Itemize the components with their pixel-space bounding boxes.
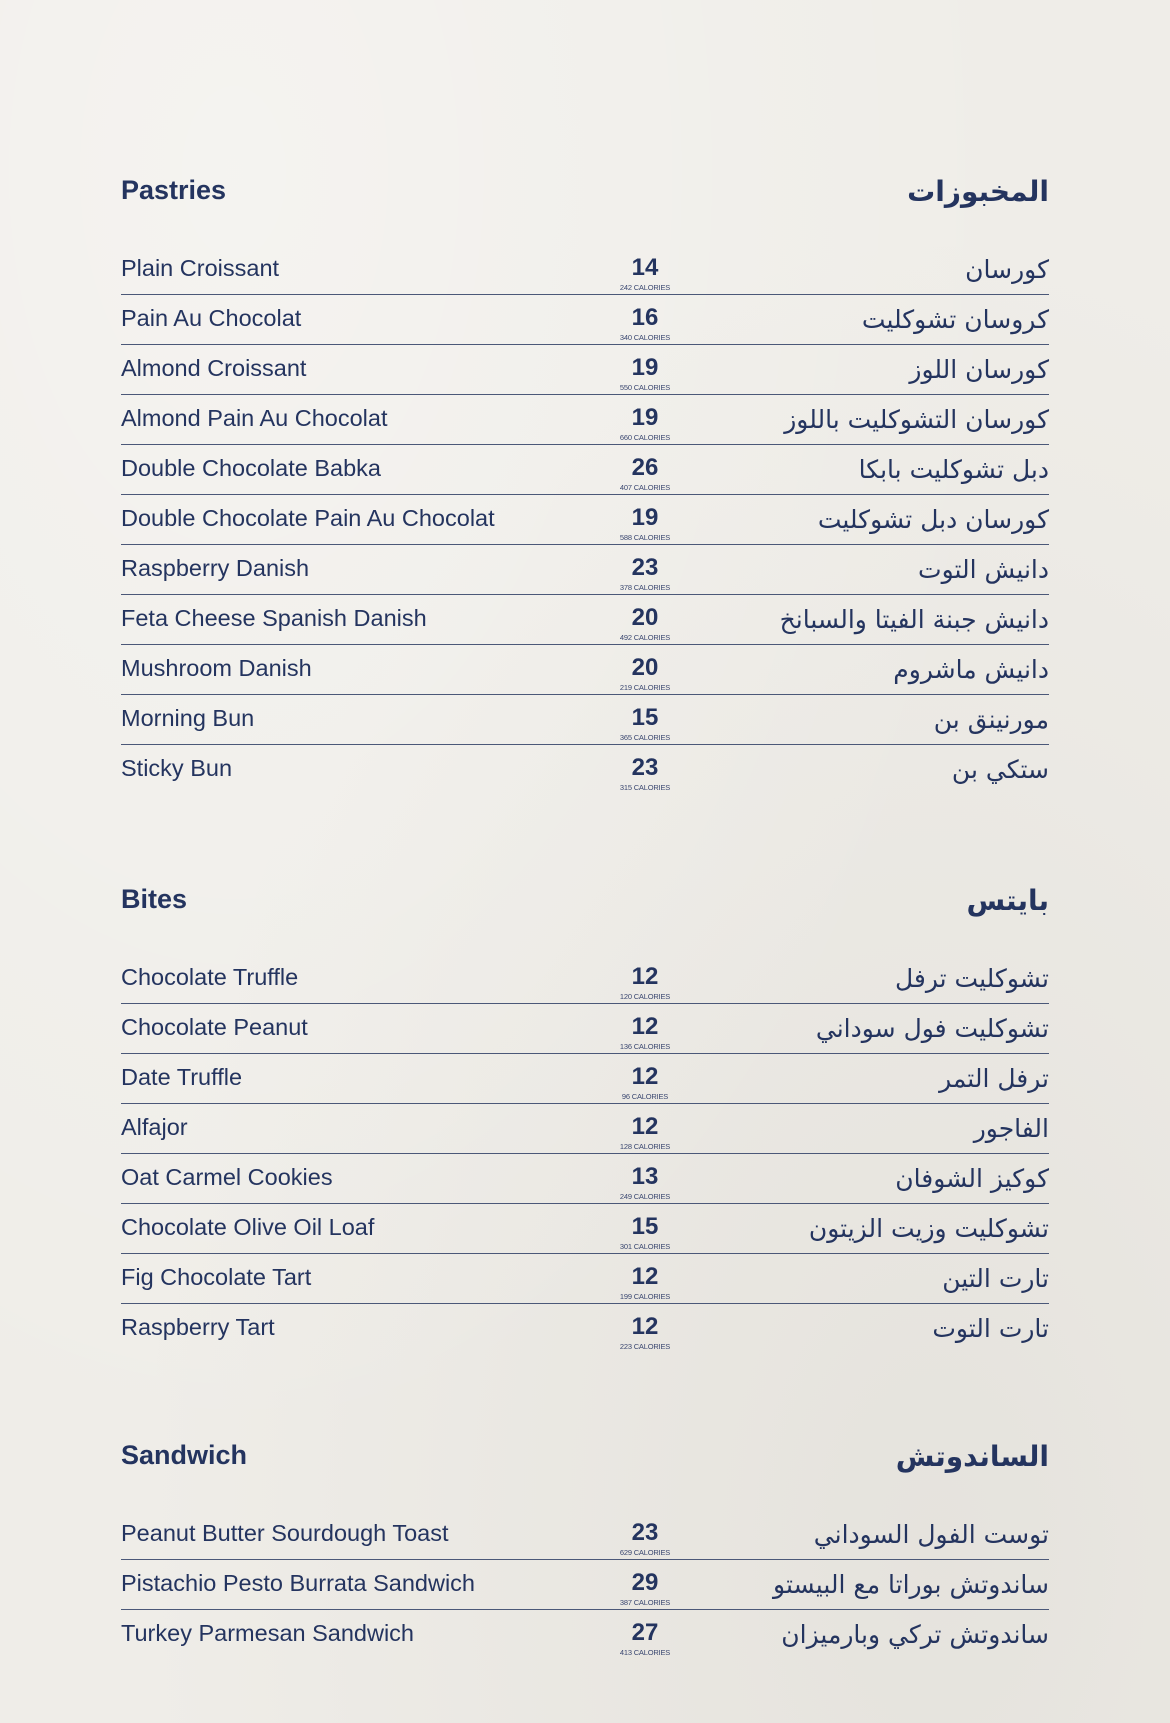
item-price: 20 [631, 604, 659, 631]
item-calories: 413 CALORIES [619, 1648, 671, 1657]
item-calories: 219 CALORIES [619, 683, 671, 692]
item-price: 14 [631, 254, 659, 281]
item-name-en: Fig Chocolate Tart [121, 1264, 312, 1290]
menu-item-row [121, 595, 1049, 645]
item-price: 26 [631, 454, 659, 481]
item-price: 23 [631, 554, 659, 581]
menu-item-row [121, 1054, 1049, 1104]
menu-item-row [121, 1610, 1049, 1660]
menu-item-row [121, 545, 1049, 595]
item-name-ar: كوكيز الشوفان [895, 1164, 1049, 1193]
item-name-en: Oat Carmel Cookies [121, 1164, 333, 1190]
menu-item-row [121, 445, 1049, 495]
item-name-en: Feta Cheese Spanish Danish [121, 605, 427, 631]
menu-item-row [121, 395, 1049, 445]
item-name-en: Peanut Butter Sourdough Toast [121, 1520, 449, 1546]
menu-item-row [121, 745, 1049, 795]
section-header [121, 884, 1049, 924]
item-name-en: Pain Au Chocolat [121, 305, 302, 331]
item-name-ar: ترفل التمر [939, 1064, 1049, 1093]
item-calories: 387 CALORIES [619, 1598, 671, 1607]
item-price: 12 [631, 1063, 659, 1090]
item-calories: 492 CALORIES [619, 633, 671, 642]
section-title-ar: الساندوتش [895, 1440, 1049, 1473]
menu-item-row [121, 1004, 1049, 1054]
item-calories: 588 CALORIES [619, 533, 671, 542]
item-name-en: Double Chocolate Babka [121, 455, 381, 481]
item-price: 19 [631, 404, 659, 431]
menu-item-row [121, 1510, 1049, 1560]
item-calories: 660 CALORIES [619, 433, 671, 442]
menu-item-row [121, 1104, 1049, 1154]
section-header [121, 175, 1049, 215]
item-name-ar: تشوكليت ترفل [894, 964, 1049, 993]
item-price: 15 [631, 1213, 659, 1240]
item-name-en: Date Truffle [121, 1064, 243, 1090]
section-sandwich [121, 1440, 1049, 1657]
section-title-ar: بايتس [966, 884, 1049, 917]
item-price: 12 [631, 1263, 659, 1290]
item-calories: 301 CALORIES [619, 1242, 671, 1251]
item-name-en: Turkey Parmesan Sandwich [121, 1620, 415, 1646]
item-name-ar: دانيش ماشروم [893, 655, 1049, 684]
item-calories: 136 CALORIES [619, 1042, 671, 1051]
item-price: 12 [631, 1113, 659, 1140]
item-name-en: Almond Pain Au Chocolat [121, 405, 388, 431]
item-name-ar: مورنينق بن [933, 705, 1049, 734]
item-calories: 315 CALORIES [619, 783, 671, 792]
section-title-en: Pastries [121, 175, 227, 205]
item-price: 19 [631, 504, 659, 531]
item-price: 13 [631, 1163, 659, 1190]
item-name-en: Almond Croissant [121, 355, 307, 381]
item-price: 12 [631, 1313, 659, 1340]
item-calories: 96 CALORIES [621, 1092, 669, 1101]
item-calories: 365 CALORIES [619, 733, 671, 742]
section-pastries [121, 175, 1049, 792]
item-price: 23 [631, 1519, 659, 1546]
section-bites [121, 884, 1049, 1351]
menu-item-row [121, 1204, 1049, 1254]
menu-item-row [121, 345, 1049, 395]
item-name-en: Chocolate Olive Oil Loaf [121, 1214, 375, 1240]
item-name-en: Chocolate Peanut [121, 1014, 308, 1040]
item-calories: 199 CALORIES [619, 1292, 671, 1301]
item-name-ar: تشوكليت وزيت الزيتون [808, 1214, 1049, 1243]
menu-item-row [121, 1154, 1049, 1204]
item-calories: 223 CALORIES [619, 1342, 671, 1351]
item-name-en: Double Chocolate Pain Au Chocolat [121, 505, 495, 531]
item-price: 16 [631, 304, 659, 331]
item-calories: 378 CALORIES [619, 583, 671, 592]
item-name-ar: تارت التين [942, 1264, 1049, 1293]
item-calories: 242 CALORIES [619, 283, 671, 292]
item-name-ar: كروسان تشوكليت [861, 305, 1049, 334]
item-calories: 340 CALORIES [619, 333, 671, 342]
item-price: 15 [631, 704, 659, 731]
item-name-en: Mushroom Danish [121, 655, 312, 681]
item-name-ar: دانيش التوت [918, 555, 1049, 584]
item-name-ar: كورسان دبل تشوكليت [817, 505, 1049, 534]
menu-item-row [121, 1254, 1049, 1304]
item-price: 23 [631, 754, 659, 781]
section-title-en: Bites [121, 884, 188, 914]
section-title-en: Sandwich [121, 1440, 248, 1470]
item-name-en: Morning Bun [121, 705, 255, 731]
item-price: 29 [631, 1569, 659, 1596]
item-name-en: Raspberry Danish [121, 555, 310, 581]
item-name-en: Raspberry Tart [121, 1314, 275, 1340]
item-calories: 550 CALORIES [619, 383, 671, 392]
item-calories: 407 CALORIES [619, 483, 671, 492]
item-name-en: Chocolate Truffle [121, 964, 299, 990]
item-name-ar: كورسان اللوز [909, 355, 1049, 384]
menu-item-row [121, 295, 1049, 345]
menu-item-row [121, 495, 1049, 545]
item-list [121, 954, 1049, 1354]
item-name-ar: الفاجور [973, 1114, 1049, 1143]
menu-item-row [121, 695, 1049, 745]
item-calories: 120 CALORIES [619, 992, 671, 1001]
item-name-en: Pistachio Pesto Burrata Sandwich [121, 1570, 475, 1596]
menu-item-row [121, 954, 1049, 1004]
item-name-ar: ساندوتش تركي وبارميزان [781, 1620, 1049, 1649]
section-title-ar: المخبوزات [907, 175, 1049, 208]
item-name-en: Alfajor [121, 1114, 188, 1140]
item-name-ar: تارت التوت [932, 1314, 1049, 1343]
item-name-ar: توست الفول السوداني [813, 1520, 1049, 1549]
item-name-en: Sticky Bun [121, 755, 233, 781]
item-price: 19 [631, 354, 659, 381]
item-list [121, 245, 1049, 795]
item-price: 12 [631, 963, 659, 990]
section-header [121, 1440, 1049, 1480]
item-name-ar: كورسان التشوكليت باللوز [784, 405, 1049, 434]
item-name-ar: دبل تشوكليت بابكا [858, 455, 1049, 484]
item-calories: 629 CALORIES [619, 1548, 671, 1557]
item-name-ar: دانيش جبنة الفيتا والسبانخ [779, 605, 1049, 634]
menu-item-row [121, 645, 1049, 695]
item-price: 12 [631, 1013, 659, 1040]
item-price: 27 [631, 1619, 659, 1646]
item-calories: 128 CALORIES [619, 1142, 671, 1151]
item-name-ar: ستكي بن [951, 755, 1049, 784]
item-calories: 249 CALORIES [619, 1192, 671, 1201]
item-name-ar: تشوكليت فول سوداني [815, 1014, 1049, 1043]
menu-item-row [121, 1304, 1049, 1354]
item-price: 20 [631, 654, 659, 681]
item-name-en: Plain Croissant [121, 255, 280, 281]
menu-item-row [121, 245, 1049, 295]
item-name-ar: ساندوتش بوراتا مع البيستو [773, 1570, 1049, 1599]
item-name-ar: كورسان [965, 255, 1049, 284]
menu-item-row [121, 1560, 1049, 1610]
item-list [121, 1510, 1049, 1660]
